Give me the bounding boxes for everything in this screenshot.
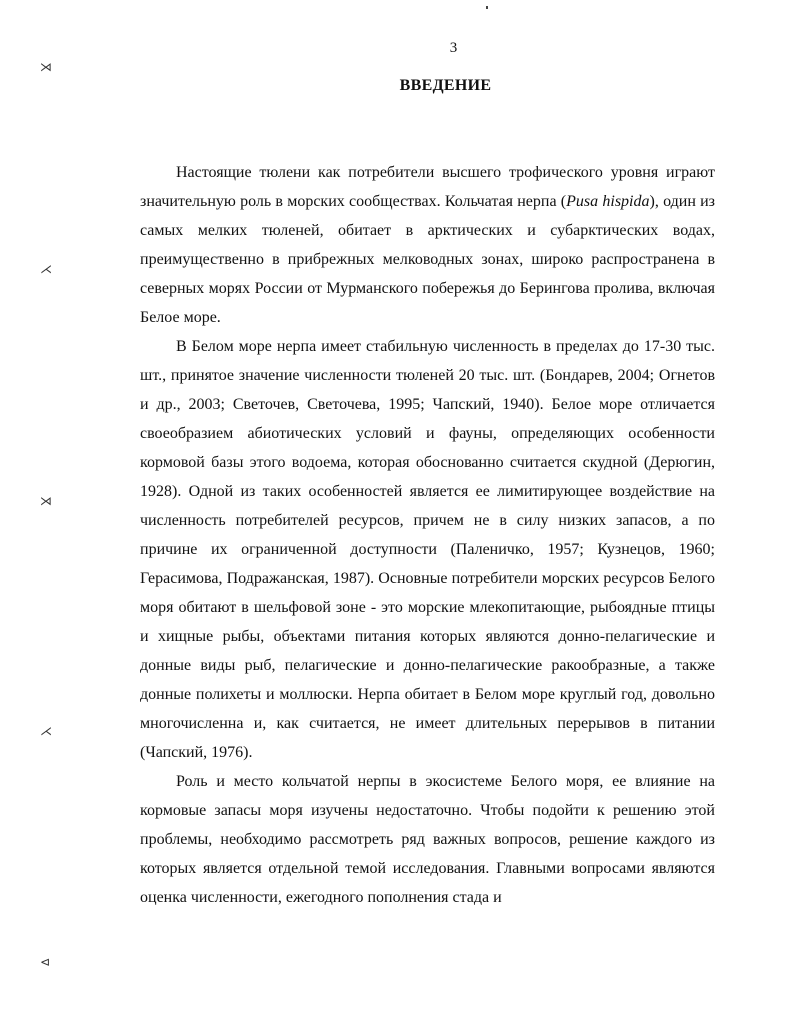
paragraph-3: Роль и место кольчатой нерпы в экосистеме Белого моря, ее влияние на кормовые запасы моря изучены недостаточно. Чтобы подойти к решению этой проблемы, необходимо рассмотреть ряд важных вопросов, решение каждого из которых является отдельной темой исследования. Главными вопросами являются оценка численности, ежегодного пополнения стада и — [140, 773, 715, 906]
page-title: ВВЕДЕНИЕ — [399, 77, 492, 94]
binding-hole-mark: ⋊ — [40, 494, 52, 508]
binding-hole-mark: ⋊ — [40, 60, 52, 74]
paragraph-1-text-end: ), один из самых мелких тюленей, обитает в арктических и субарктических водах, преимущественно в прибрежных мелководных зонах, широко распространена в северных морях России от Мурманского побережья до Берингова пролива, включая Белое море. — [140, 193, 716, 326]
binding-hole-mark: ⊲ — [40, 955, 51, 969]
scan-speck — [486, 6, 488, 9]
paragraph-1 — [140, 158, 715, 332]
binding-hole-mark: ⋌ — [40, 262, 52, 276]
paragraph-2: В Белом море нерпа имеет стабильную численность в пределах до 17-30 тыс. шт., принятое значение численности тюленей 20 тыс. шт. (Бондарев, 2004; Огнетов и др., 2003; Светочев, Светочева, 1995; Чапский, 1940). Белое море отличается своеобразием абиотических условий и фауны, определяющих особенности кормовой базы этого водоема, которая обоснованно считается скудной (Дерюгин, 1928). Одной из таких особенностей является ее лимитирующее воздействие на численность потребителей ресурсов, причем не в силу низких запасов, а по причине их ограниченной доступности (Паленичко, 1957; Кузнецов, 1960; Герасимова, Подражанская, 1987). Основные потребители морских ресурсов Белого моря обитают в шельфовой зоне - это морские млекопитающие, рыбоядные птицы и хищные рыбы, объектами питания которых являются донно-пелагические и донные виды рыб, пелагические и донно-пелагические ракообразные, а также донные полихеты и моллюски. Нерпа обитает в Белом море круглый год, довольно многочисленна и, как считается, не имеет длительных перерывов в питании (Чапский, 1976). — [140, 338, 715, 761]
binding-hole-mark: ⋌ — [40, 724, 52, 738]
page-number: 3 — [449, 40, 458, 56]
document-body — [140, 158, 715, 912]
species-latin-name: Pusa hispida — [566, 193, 650, 210]
paragraph-1-text-start: Настоящие тюлени как потребители высшего трофического уровня играют значительную роль в морских сообществах. Кольчатая нерпа ( — [140, 164, 715, 210]
